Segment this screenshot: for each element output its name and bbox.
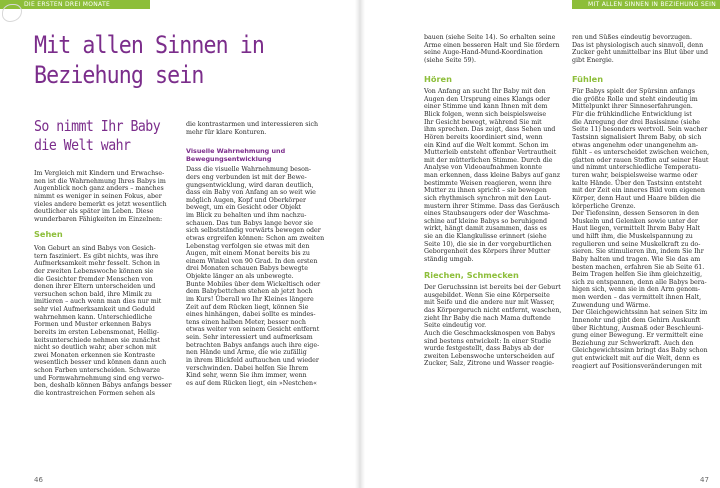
- text-line: schon Farben unterscheiden. Schwarze: [34, 367, 161, 374]
- section-heading-fuehlen: Fühlen: [572, 73, 604, 84]
- text-line: sehr viel Aufmerksamkeit und Geduld: [34, 306, 155, 313]
- text-line: ständig umgab.: [424, 255, 474, 263]
- text-line: Objekte länger an als unbewegte.: [186, 273, 294, 280]
- text-line: die kontrastarmen und interessieren sich: [186, 121, 319, 128]
- subtitle: [34, 117, 160, 155]
- text-line: sind bestens entwickelt: In einer Studie: [424, 337, 552, 345]
- text-line: sich rhythmisch synchron mit den Laut-: [424, 194, 552, 202]
- text-line: Mutterleib entsteht offenbar Vertrautheit: [424, 149, 557, 157]
- text-line: nen ist die Wahrnehmung Ihres Babys im: [34, 177, 166, 185]
- text-line: das Körpergeruch nicht entfernt, waschen,: [424, 307, 562, 314]
- text-line: verschwinden. Dabei helfen Sie Ihrem: [186, 364, 309, 372]
- section-heading-sehen: Sehen: [34, 229, 63, 240]
- text-line: kalte Hände. Über den Tastsinn entsteht: [572, 179, 702, 187]
- text-line: schauen. Das tun Babys lange bevor sie: [186, 219, 313, 227]
- text-line: betrachten Babys anfangs auch ihre eige-: [186, 341, 320, 349]
- text-line: keitsunterschiede nehmen sie zunächst: [34, 336, 161, 344]
- text-line: denen ihrer Eltern unterscheiden und: [34, 283, 156, 291]
- text-line: Körper, denn Haut und Haare bilden die: [572, 194, 701, 202]
- text-line: Seite 11) besonders wertvoll. Sein wacher: [572, 126, 708, 134]
- text-line: dass ein Baby von Anfang an so weit wie: [186, 189, 316, 197]
- text-line: man erkennen, dass kleine Babys auf ganz: [424, 172, 561, 179]
- text-line: die kontrastreichen Formen sehen als: [34, 389, 155, 397]
- text-line: Das ist physiologisch auch sinnvoll, denn: [572, 41, 704, 49]
- right-column-1: [424, 34, 568, 368]
- sehen-paragraph: [34, 245, 180, 398]
- text-line: Tastsinn signalisiert Ihrem Baby, ob sich: [572, 133, 702, 141]
- intro-paragraph: [34, 170, 180, 223]
- text-line: mit Seife und die andere nur mit Wasser,: [424, 299, 555, 307]
- text-line: und nimmt unterschiedliche Temperatu-: [572, 164, 701, 172]
- text-line: imitieren – auch wenn man dies nur mit: [34, 298, 162, 306]
- text-line: der zweiten Lebenswoche können sie: [34, 267, 154, 275]
- text-line: Baby halten und tragen. Wie Sie das am: [572, 255, 701, 263]
- bewegung-paragraph: [186, 166, 336, 387]
- section-heading-riechen: Riechen, Schmecken: [424, 269, 519, 280]
- text-line: Mutter zu ihnen spricht – sie bewegen: [424, 187, 547, 195]
- text-line: und Formwahrnehmung sind eng verwo-: [34, 374, 164, 382]
- text-line: Der Geruchssinn ist bereits bei der Geburt: [424, 284, 561, 292]
- text-line: fühlt – es unterscheidet zwischen weichen,: [572, 149, 710, 157]
- text-line: ren und Süßes eindeutig bevorzugen.: [572, 34, 692, 41]
- text-line: reagiert auf Positionsveränderungen mit: [572, 362, 702, 370]
- text-line: im Blick zu behalten und ihm nachzu-: [186, 212, 307, 219]
- text-line: Dass die visuelle Wahrnehmung beson-: [186, 166, 312, 174]
- text-line: Im Vergleich mit Kindern und Erwachse-: [34, 170, 165, 177]
- left-running-header: DIE ERSTEN DREI MONATE: [24, 1, 111, 8]
- text-line: Innenohr und gibt dem Gehirn Auskunft: [572, 316, 701, 324]
- left-column-1: [34, 170, 180, 398]
- text-line: glatten oder rauen Stoffen auf seiner Haut: [572, 156, 709, 164]
- text-line: Zucker, Salz, Zitrone und Wasser reagie-: [424, 360, 555, 368]
- fuehlen-paragraph: [572, 88, 716, 370]
- text-line: Augen, mit einem Monat bereits bis zu: [186, 250, 310, 258]
- text-line: Von Geburt an sind Babys von Gesich-: [34, 245, 156, 252]
- text-line: Seite eindeutig vor.: [424, 322, 487, 330]
- text-line: etwas ergreifen können: Schon am zweiten: [186, 234, 325, 242]
- text-line: Beziehung zur Schwerkraft. Auch den: [572, 339, 694, 347]
- subsection-heading-line-2: Bewegungsentwicklung: [186, 155, 272, 164]
- text-line: bestimmte Weisen reagieren, wenn ihre: [424, 179, 552, 187]
- text-line: wesentlich besser und können dann auch: [34, 359, 167, 367]
- text-line: drei Monaten schauen Babys bewegte: [186, 265, 308, 273]
- left-page-number: 46: [34, 476, 43, 484]
- hoeren-paragraph: [424, 88, 568, 263]
- decorative-swirl-icon: [2, 4, 22, 22]
- text-line: Kind sehr, wenn Sie ihm immer, wenn: [186, 372, 307, 380]
- text-line: ben, deshalb können Babys anfangs besser: [34, 382, 172, 390]
- text-line: deutlicher als später im Leben. Diese: [34, 208, 154, 216]
- text-line: eines hinhängen, dabei sollte es mindes-: [186, 311, 316, 319]
- text-line: Zucker geht unmittelbar ins Blut über und: [572, 49, 709, 57]
- text-line: zweiten Lebenswoche unterscheiden auf: [424, 352, 555, 360]
- text-line: Beim Tragen helfen Sie ihm gleichzeitig,: [572, 271, 703, 279]
- text-line: schine auf kleine Babys so beruhigend: [424, 217, 548, 225]
- text-line: Blick folgen, wenn sich beispielsweise: [424, 111, 547, 118]
- text-line: sich selbstständig vorwärts bewegen oder: [186, 227, 321, 235]
- subsection-heading-line-1: Visuelle Wahrnehmung und: [186, 147, 286, 156]
- text-line: Analyse von Videoaufnahmen konnte: [424, 164, 543, 172]
- text-line: ihm sprechen. Das zeigt, dass Sehen und: [424, 126, 556, 134]
- text-line: Ihr Gesicht bewegt, während Sie mit: [424, 118, 542, 126]
- text-line: Arme einen besseren Halt und Sie fördern: [424, 41, 560, 49]
- text-line: Bunte Mobiles über dem Wickeltisch oder: [186, 280, 321, 288]
- text-line: Haut liegen, vermittelt Ihrem Baby Halt: [572, 225, 701, 233]
- text-line: Augenblick noch ganz anders – manches: [34, 185, 164, 193]
- right-page: [362, 0, 720, 488]
- text-line: Zeit auf dem Rücken liegt, können Sie: [186, 303, 309, 311]
- text-line: Der Gleichgewichtssinn hat seinen Sitz im: [572, 309, 708, 317]
- text-line: eines Staubsaugers oder der Waschma-: [424, 210, 551, 218]
- text-line: Auch die Geschmacksknospen von Babys: [424, 329, 556, 337]
- text-line: einem Winkel von 90 Grad. In den ersten: [186, 257, 318, 265]
- subsection-heading: [186, 147, 336, 163]
- text-line: im Kurs! Überall wo Ihr Kleines längere: [186, 295, 314, 303]
- text-line: vieles andere bemerkt es jetzt wesentlich: [34, 200, 167, 208]
- text-line: zwei Monaten erkennen sie Kontraste: [34, 351, 156, 359]
- text-line: bereits im ersten Lebensmonat, Hellig-: [34, 328, 160, 336]
- text-line: über Richtung, Ausmaß oder Beschleuni-: [572, 324, 704, 332]
- text-line: Für Babys spielt der Spürsinn anfangs: [572, 88, 695, 96]
- text-line: Geborgenheit des Körpers ihrer Mutter: [424, 248, 551, 256]
- text-line: tern fasziniert. Es gibt nichts, was ihre: [34, 252, 159, 260]
- right-col1-top-paragraph: [424, 34, 568, 65]
- text-line: ders eng verbunden ist mit der Bewe-: [186, 173, 307, 181]
- text-line: seine Auge-Hand-Mund-Koordination: [424, 49, 543, 57]
- text-line: Augen den Ursprung eines Klangs oder: [424, 95, 551, 103]
- text-line: Hören bereits koordiniert sind, wenn: [424, 133, 543, 141]
- text-line: gut entwickelt mit auf die Welt, denn es: [572, 355, 700, 362]
- right-page-number: 47: [700, 476, 709, 484]
- left-page: [0, 0, 358, 488]
- right-running-header-bar: [572, 0, 720, 9]
- text-line: ein Kind auf die Welt kommt. Schon im: [424, 141, 549, 149]
- riechen-paragraph: [424, 284, 568, 368]
- text-line: besten machen, erfahren Sie ab Seite 61.: [572, 263, 705, 271]
- text-line: wirkt, hängt damit zusammen, dass es: [424, 225, 547, 233]
- left-running-header-bar: [0, 0, 150, 9]
- text-line: gung einer Bewegung. Er vermittelt eine: [572, 332, 704, 340]
- text-line: gungsentwicklung, wird daran deutlich,: [186, 181, 314, 189]
- subtitle-line-2: die Welt wahr: [34, 136, 131, 154]
- text-line: wurde festgestellt, dass Babys ab der: [424, 345, 544, 353]
- text-line: bauen (siehe Seite 14). So erhalten seine: [424, 34, 556, 41]
- text-line: Formen und Muster erkennen Babys: [34, 321, 152, 329]
- text-line: regulieren und seine Muskelkraft zu do-: [572, 240, 701, 248]
- text-line: die Anregung der drei Basissinne (siehe: [572, 118, 700, 126]
- text-line: gibt Energie.: [572, 56, 614, 64]
- col2-top-paragraph: [186, 121, 336, 136]
- text-line: Zuwendung und Wärme.: [572, 301, 651, 309]
- text-line: sie an die Klangkulisse erinnert (siehe: [424, 233, 547, 240]
- text-line: in ihrem Blickfeld auftauchen und wieder: [186, 356, 319, 364]
- text-line: etwas angenehm oder unangenehm an-: [572, 141, 698, 149]
- page-title: [34, 30, 264, 90]
- text-line: wahrnehmen kann. Unterschiedliche: [34, 313, 153, 321]
- text-line: ausgebildet. Wenn Sie eine Körperseite: [424, 291, 550, 299]
- text-line: bewegt, um ein Gesicht oder Objekt: [186, 204, 302, 212]
- text-line: mustern ihrer Stimme. Dass das Geräusch: [424, 202, 560, 210]
- text-line: Seite 10), die sie in der vorgeburtlichen: [424, 240, 552, 248]
- text-line: nen Hände und Arme, die wie zufällig: [186, 349, 307, 357]
- text-line: wunderbaren Fähigkeiten im Einzelnen:: [34, 215, 163, 223]
- text-line: Von Anfang an sucht Ihr Baby mit den: [424, 88, 546, 96]
- text-line: versuchen schon bald, ihre Mimik zu: [34, 290, 152, 298]
- text-line: möglich Augen, Kopf und Oberkörper: [186, 196, 306, 204]
- text-line: mit der mütterlichen Stimme. Durch die: [424, 156, 553, 164]
- right-col2-top-paragraph: [572, 34, 716, 65]
- text-line: mehr für klare Konturen.: [186, 128, 267, 136]
- right-column-2: [572, 34, 716, 370]
- subtitle-line-1: So nimmt Ihr Baby: [34, 117, 161, 135]
- text-line: dem Babybettchen stehen ab jetzt hoch: [186, 288, 313, 296]
- text-line: nimmt es weniger in seinen Fokus, aber: [34, 192, 162, 200]
- text-line: und hilft ihm, die Muskelspannung zu: [572, 233, 693, 240]
- section-heading-hoeren: Hören: [424, 73, 452, 84]
- text-line: men werden – das vermittelt ihnen Halt,: [572, 294, 702, 301]
- text-line: sieren. Sie stimulieren ihn, indem Sie Ihr: [572, 248, 704, 256]
- text-line: zieht Ihr Baby die nach Mama duftende: [424, 314, 551, 322]
- text-line: sich zu entspannen, denn alle Babys bera-: [572, 278, 707, 286]
- left-column-2: [186, 121, 336, 387]
- text-line: Muskeln und Gelenken sowie unter der: [572, 217, 698, 225]
- text-line: mit der Zeit ein inneres Bild vom eigenen: [572, 187, 705, 195]
- text-line: Aufmerksamkeit mehr fesselt. Schon in: [34, 260, 160, 268]
- text-line: Gleichgewichtssinn bringt das Baby schon: [572, 347, 708, 355]
- title-line-1: Mit allen Sinnen in: [34, 31, 264, 59]
- text-line: einer Stimme und kann Ihnen mit dem: [424, 103, 548, 111]
- text-line: die Gesichter fremder Menschen von: [34, 275, 153, 283]
- text-line: etwas weiter von seinem Gesicht entfernt: [186, 326, 320, 334]
- text-line: Mittelpunkt ihrer Sinneserfahrungen.: [572, 103, 693, 111]
- title-line-2: Beziehung sein: [34, 61, 204, 89]
- text-line: die größte Rolle und steht eindeutig im: [572, 95, 698, 103]
- text-line: es auf dem Rücken liegt, ein »Nestchen«: [186, 379, 317, 387]
- text-line: tens einen halben Meter, besser noch: [186, 318, 306, 326]
- text-line: (siehe Seite 59).: [424, 56, 476, 64]
- text-line: Lebenstag verfolgen sie etwas mit den: [186, 242, 310, 250]
- text-line: sein. Sehr interessiert und aufmerksam: [186, 334, 313, 341]
- right-running-header: MIT ALLEN SINNEN IN BEZIEHUNG SEIN: [588, 1, 716, 8]
- text-line: higen sich, wenn sie in den Arm genom-: [572, 286, 701, 294]
- text-line: turen wahr, beispielsweise warme oder: [572, 172, 698, 179]
- text-line: Für die frühkindliche Entwicklung ist: [572, 111, 692, 118]
- text-line: nicht so deutlich wahr, aber schon mit: [34, 344, 157, 352]
- text-line: Der Tiefensinn, dessen Sensoren in den: [572, 210, 699, 218]
- text-line: körperliche Grenze.: [572, 202, 636, 210]
